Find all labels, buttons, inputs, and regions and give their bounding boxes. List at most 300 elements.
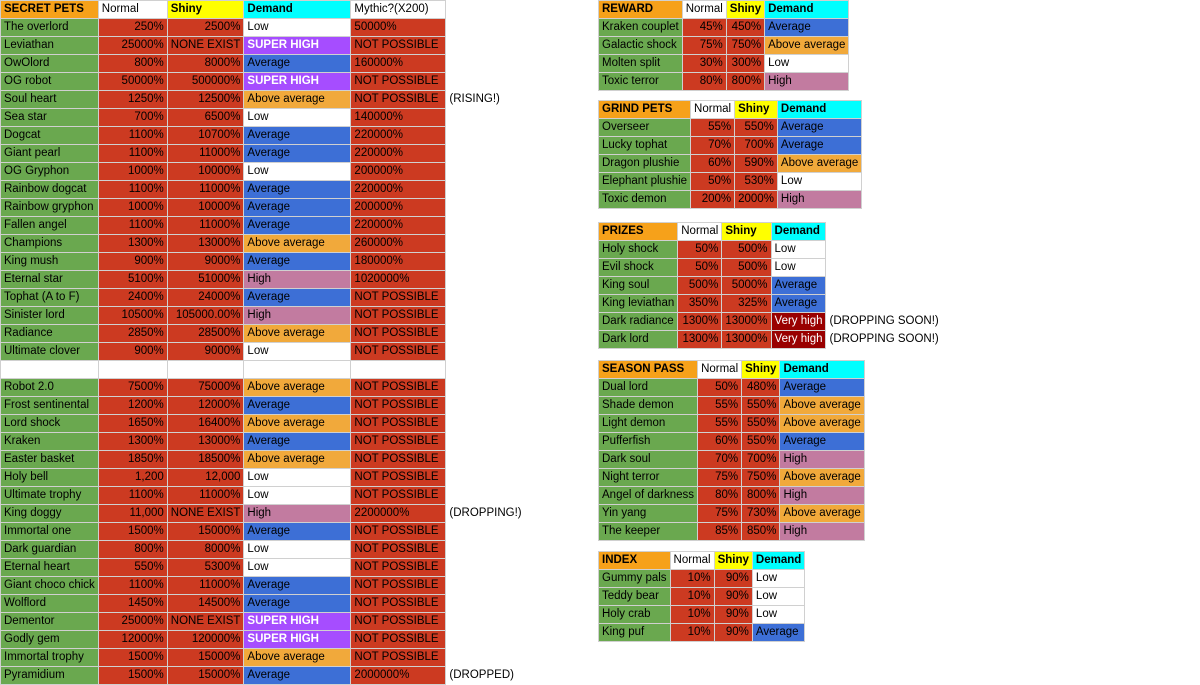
pet-normal-value[interactable]: 1000% [98,163,167,181]
pet-name[interactable]: Tophat (A to F) [1,289,99,307]
pet-name[interactable]: King leviathan [599,295,678,313]
pet-normal-value[interactable]: 1100% [98,487,167,505]
pet-mythic-value[interactable]: NOT POSSIBLE [351,91,446,109]
pet-normal-value[interactable]: 12000% [98,631,167,649]
pet-normal-value[interactable]: 900% [98,253,167,271]
pet-normal-value[interactable]: 1000% [98,199,167,217]
pet-shiny-value[interactable]: 550% [742,433,780,451]
pet-shiny-value[interactable]: 800% [726,73,764,91]
pet-name[interactable]: Soul heart [1,91,99,109]
pet-normal-value[interactable]: 25000% [98,37,167,55]
table-row[interactable] [1,631,545,649]
pet-shiny-value[interactable]: 10000% [167,163,244,181]
table-row[interactable] [1,649,545,667]
pet-demand-value[interactable]: Average [244,433,351,451]
pet-demand-value[interactable]: Above average [780,397,864,415]
pet-demand-value[interactable]: High [765,73,849,91]
pet-name[interactable]: Galactic shock [599,37,683,55]
table-row[interactable] [1,127,545,145]
pet-normal-value[interactable]: 1500% [98,667,167,685]
pet-name[interactable]: Overseer [599,119,691,137]
pet-demand-value[interactable]: Average [780,379,864,397]
table-row[interactable] [1,523,545,541]
pet-shiny-value[interactable]: 51000% [167,271,244,289]
table-row[interactable] [1,469,545,487]
pet-normal-value[interactable]: 1100% [98,127,167,145]
pet-demand-value[interactable]: Average [244,523,351,541]
pet-demand-value[interactable]: Average [777,119,861,137]
table-row[interactable] [599,624,805,642]
pet-shiny-value[interactable]: 700% [735,137,778,155]
pet-name[interactable]: Kraken couplet [599,19,683,37]
pet-shiny-value[interactable]: 105000.00% [167,307,244,325]
pet-normal-value[interactable]: 800% [98,55,167,73]
pet-shiny-value[interactable]: 75000% [167,379,244,397]
pet-mythic-value[interactable]: 50000% [351,19,446,37]
pet-demand-value[interactable]: Average [771,295,826,313]
pet-normal-value[interactable]: 550% [98,559,167,577]
pet-demand-value[interactable]: Low [244,343,351,361]
pet-shiny-value[interactable]: 14500% [167,595,244,613]
pet-demand-value[interactable]: Average [244,253,351,271]
pet-normal-value[interactable]: 1850% [98,451,167,469]
pet-normal-value[interactable]: 70% [698,451,742,469]
pet-demand-value[interactable]: Low [244,163,351,181]
pet-mythic-value[interactable]: 220000% [351,127,446,145]
pet-demand-value[interactable]: Average [771,277,826,295]
table-row[interactable] [599,379,865,397]
table-row[interactable] [1,397,545,415]
pet-shiny-value[interactable]: 16400% [167,415,244,433]
pet-demand-value[interactable]: Above average [244,91,351,109]
table-row[interactable] [599,295,943,313]
pet-mythic-value[interactable]: NOT POSSIBLE [351,433,446,451]
pet-mythic-value[interactable]: NOT POSSIBLE [351,595,446,613]
pet-shiny-value[interactable]: 18500% [167,451,244,469]
pet-normal-value[interactable]: 1450% [98,595,167,613]
pet-mythic-value[interactable]: 2000000% [351,667,446,685]
pet-demand-value[interactable]: Average [244,595,351,613]
table-row[interactable] [1,73,545,91]
pet-demand-value[interactable]: High [780,487,864,505]
table-row[interactable] [599,433,865,451]
pet-name[interactable]: Molten split [599,55,683,73]
pet-mythic-value[interactable]: 180000% [351,253,446,271]
pet-shiny-value[interactable]: 590% [735,155,778,173]
pet-normal-value[interactable]: 55% [698,397,742,415]
pet-normal-value[interactable]: 1250% [98,91,167,109]
pet-shiny-value[interactable]: 550% [742,415,780,433]
pet-shiny-value[interactable]: 24000% [167,289,244,307]
pet-mythic-value[interactable]: 160000% [351,55,446,73]
pet-shiny-value[interactable]: 750% [742,469,780,487]
table-row[interactable] [599,606,805,624]
pet-demand-value[interactable]: Average [765,19,849,37]
table-row[interactable] [1,559,545,577]
pet-normal-value[interactable]: 7500% [98,379,167,397]
pet-mythic-value[interactable]: 200000% [351,199,446,217]
pet-shiny-value[interactable]: 500% [722,241,771,259]
pet-mythic-value[interactable]: NOT POSSIBLE [351,415,446,433]
pet-shiny-value[interactable]: 12000% [167,397,244,415]
pet-name[interactable]: Dogcat [1,127,99,145]
table-row[interactable] [1,145,545,163]
pet-demand-value[interactable]: Average [244,577,351,595]
pet-mythic-value[interactable]: NOT POSSIBLE [351,37,446,55]
pet-demand-value[interactable]: Above average [244,415,351,433]
pet-shiny-value[interactable]: 750% [726,37,764,55]
pet-name[interactable]: Giant choco chick [1,577,99,595]
pet-mythic-value[interactable]: NOT POSSIBLE [351,451,446,469]
pet-mythic-value[interactable]: NOT POSSIBLE [351,541,446,559]
pet-name[interactable]: Dark lord [599,331,678,349]
pet-demand-value[interactable]: SUPER HIGH [244,37,351,55]
pet-demand-value[interactable]: Average [244,289,351,307]
pet-name[interactable]: Fallen angel [1,217,99,235]
pet-name[interactable]: Rainbow gryphon [1,199,99,217]
pet-shiny-value[interactable]: 850% [742,523,780,541]
pet-normal-value[interactable]: 55% [691,119,735,137]
pet-shiny-value[interactable]: 2500% [167,19,244,37]
table-row[interactable] [599,119,862,137]
pet-normal-value[interactable]: 2850% [98,325,167,343]
pet-name[interactable]: Lord shock [1,415,99,433]
table-row[interactable] [1,307,545,325]
pet-shiny-value[interactable]: 2000% [735,191,778,209]
pet-normal-value[interactable]: 10% [670,588,714,606]
pet-demand-value[interactable]: High [777,191,861,209]
pet-mythic-value[interactable]: NOT POSSIBLE [351,577,446,595]
pet-demand-value[interactable]: Low [244,109,351,127]
table-row[interactable] [599,397,865,415]
pet-normal-value[interactable]: 11,000 [98,505,167,523]
pet-shiny-value[interactable]: 9000% [167,343,244,361]
pet-name[interactable]: Evil shock [599,259,678,277]
pet-demand-value[interactable]: SUPER HIGH [244,613,351,631]
pet-name[interactable]: Leviathan [1,37,99,55]
pet-shiny-value[interactable]: 9000% [167,253,244,271]
pet-mythic-value[interactable]: 1020000% [351,271,446,289]
pet-name[interactable]: Pufferfish [599,433,698,451]
pet-mythic-value[interactable]: NOT POSSIBLE [351,379,446,397]
table-row[interactable] [599,415,865,433]
table-row[interactable] [1,91,545,109]
pet-normal-value[interactable]: 1,200 [98,469,167,487]
pet-normal-value[interactable]: 2400% [98,289,167,307]
pet-name[interactable]: Sea star [1,109,99,127]
pet-shiny-value[interactable]: 6500% [167,109,244,127]
pet-name[interactable]: Dark guardian [1,541,99,559]
pet-name[interactable]: Sinister lord [1,307,99,325]
table-row[interactable] [599,331,943,349]
pet-shiny-value[interactable]: 530% [735,173,778,191]
table-row[interactable] [599,469,865,487]
pet-normal-value[interactable]: 1500% [98,649,167,667]
pet-normal-value[interactable]: 1300% [98,235,167,253]
pet-normal-value[interactable]: 50% [678,241,722,259]
table-row[interactable] [1,433,545,451]
pet-normal-value[interactable]: 1300% [98,433,167,451]
pet-normal-value[interactable]: 10% [670,606,714,624]
pet-demand-value[interactable]: Low [244,487,351,505]
pet-shiny-value[interactable]: 12500% [167,91,244,109]
pet-demand-value[interactable]: High [780,451,864,469]
pet-name[interactable]: Eternal star [1,271,99,289]
pet-shiny-value[interactable]: 13000% [167,433,244,451]
pet-shiny-value[interactable]: 550% [742,397,780,415]
pet-name[interactable]: Night terror [599,469,698,487]
pet-normal-value[interactable]: 50% [698,379,742,397]
pet-normal-value[interactable]: 250% [98,19,167,37]
table-row[interactable] [1,379,545,397]
table-row[interactable] [1,109,545,127]
pet-normal-value[interactable]: 10% [670,570,714,588]
pet-normal-value[interactable]: 80% [698,487,742,505]
pet-name[interactable]: Giant pearl [1,145,99,163]
pet-shiny-value[interactable]: 5300% [167,559,244,577]
pet-demand-value[interactable]: Above average [780,469,864,487]
pet-name[interactable]: Rainbow dogcat [1,181,99,199]
table-row[interactable] [1,343,545,361]
table-row[interactable] [1,541,545,559]
table-row[interactable] [599,155,862,173]
table-row[interactable] [1,235,545,253]
pet-demand-value[interactable]: Above average [244,235,351,253]
pet-demand-value[interactable]: High [244,307,351,325]
pet-demand-value[interactable]: Above average [244,649,351,667]
pet-mythic-value[interactable]: NOT POSSIBLE [351,631,446,649]
pet-demand-value[interactable]: Low [244,19,351,37]
pet-name[interactable]: Holy bell [1,469,99,487]
pet-normal-value[interactable]: 700% [98,109,167,127]
pet-demand-value[interactable]: Average [244,667,351,685]
pet-normal-value[interactable]: 10% [670,624,714,642]
pet-normal-value[interactable]: 70% [691,137,735,155]
pet-name[interactable]: Immortal one [1,523,99,541]
table-row[interactable] [599,19,849,37]
pet-normal-value[interactable]: 30% [682,55,726,73]
pet-name[interactable]: Ultimate trophy [1,487,99,505]
pet-demand-value[interactable]: Above average [780,415,864,433]
pet-normal-value[interactable] [98,361,167,379]
table-row[interactable] [599,191,862,209]
table-row[interactable] [1,613,545,631]
pet-mythic-value[interactable]: NOT POSSIBLE [351,523,446,541]
pet-shiny-value[interactable]: 10000% [167,199,244,217]
pet-demand-value[interactable]: Above average [244,379,351,397]
pet-shiny-value[interactable]: 90% [714,624,752,642]
pet-mythic-value[interactable]: NOT POSSIBLE [351,73,446,91]
pet-name[interactable]: Elephant plushie [599,173,691,191]
pet-shiny-value[interactable]: 13000% [167,235,244,253]
pet-shiny-value[interactable]: 500% [722,259,771,277]
pet-shiny-value[interactable]: 325% [722,295,771,313]
pet-shiny-value[interactable]: 15000% [167,667,244,685]
table-row[interactable] [1,199,545,217]
pet-shiny-value[interactable]: 90% [714,606,752,624]
pet-demand-value[interactable]: Average [780,433,864,451]
pet-shiny-value[interactable]: 800% [742,487,780,505]
pet-shiny-value[interactable]: 550% [735,119,778,137]
pet-name[interactable]: OwOlord [1,55,99,73]
pet-demand-value[interactable]: Average [244,397,351,415]
pet-shiny-value[interactable]: 300% [726,55,764,73]
pet-shiny-value[interactable]: 450% [726,19,764,37]
table-row[interactable] [599,55,849,73]
pet-normal-value[interactable]: 1100% [98,217,167,235]
pet-name[interactable]: Radiance [1,325,99,343]
pet-name[interactable]: Gummy pals [599,570,671,588]
pet-demand-value[interactable]: Low [771,259,826,277]
table-row[interactable] [599,451,865,469]
table-row[interactable] [599,505,865,523]
pet-shiny-value[interactable]: 11000% [167,145,244,163]
pet-normal-value[interactable]: 75% [698,469,742,487]
pet-demand-value[interactable]: SUPER HIGH [244,631,351,649]
pet-normal-value[interactable]: 50% [678,259,722,277]
pet-mythic-value[interactable]: 2200000% [351,505,446,523]
pet-normal-value[interactable]: 350% [678,295,722,313]
pet-shiny-value[interactable]: 11000% [167,577,244,595]
pet-shiny-value[interactable]: 15000% [167,649,244,667]
pet-name[interactable]: King soul [599,277,678,295]
table-row[interactable] [599,570,805,588]
pet-normal-value[interactable]: 60% [691,155,735,173]
pet-mythic-value[interactable]: 260000% [351,235,446,253]
pet-name[interactable]: Kraken [1,433,99,451]
pet-demand-value[interactable]: Above average [765,37,849,55]
pet-name[interactable] [1,361,99,379]
pet-shiny-value[interactable]: NONE EXIST [167,37,244,55]
pet-shiny-value[interactable]: 8000% [167,541,244,559]
pet-demand-value[interactable]: Low [244,559,351,577]
pet-demand-value[interactable]: Low [765,55,849,73]
pet-normal-value[interactable]: 1300% [678,313,722,331]
pet-shiny-value[interactable]: 8000% [167,55,244,73]
pet-demand-value[interactable]: Low [752,606,804,624]
pet-normal-value[interactable]: 1500% [98,523,167,541]
pet-name[interactable]: Toxic demon [599,191,691,209]
pet-name[interactable]: Godly gem [1,631,99,649]
pet-normal-value[interactable]: 25000% [98,613,167,631]
pet-name[interactable]: Lucky tophat [599,137,691,155]
pet-name[interactable]: Light demon [599,415,698,433]
pet-mythic-value[interactable]: NOT POSSIBLE [351,307,446,325]
pet-shiny-value[interactable]: 120000% [167,631,244,649]
pet-mythic-value[interactable]: NOT POSSIBLE [351,559,446,577]
pet-name[interactable]: Angel of darkness [599,487,698,505]
table-row[interactable] [1,163,545,181]
table-row[interactable] [1,451,545,469]
table-row[interactable] [1,667,545,685]
table-row[interactable] [1,55,545,73]
pet-mythic-value[interactable]: NOT POSSIBLE [351,487,446,505]
pet-shiny-value[interactable]: 11000% [167,181,244,199]
table-row[interactable] [1,415,545,433]
pet-shiny-value[interactable]: 5000% [722,277,771,295]
pet-mythic-value[interactable]: NOT POSSIBLE [351,343,446,361]
pet-shiny-value[interactable]: 10700% [167,127,244,145]
table-row[interactable] [1,325,545,343]
pet-demand-value[interactable]: Above average [777,155,861,173]
pet-shiny-value[interactable]: 730% [742,505,780,523]
pet-demand-value[interactable]: Very high [771,313,826,331]
table-row[interactable] [1,289,545,307]
pet-demand-value[interactable]: Above average [244,325,351,343]
pet-mythic-value[interactable]: 220000% [351,217,446,235]
pet-shiny-value[interactable]: 90% [714,588,752,606]
pet-normal-value[interactable]: 80% [682,73,726,91]
pet-normal-value[interactable]: 800% [98,541,167,559]
pet-shiny-value[interactable]: 28500% [167,325,244,343]
pet-name[interactable]: Dragon plushie [599,155,691,173]
pet-name[interactable]: Pyramidium [1,667,99,685]
pet-demand-value[interactable] [244,361,351,379]
pet-normal-value[interactable]: 55% [698,415,742,433]
pet-normal-value[interactable]: 1200% [98,397,167,415]
pet-normal-value[interactable]: 85% [698,523,742,541]
table-row[interactable] [599,259,943,277]
pet-name[interactable]: Holy crab [599,606,671,624]
table-row[interactable] [599,523,865,541]
pet-name[interactable]: Immortal trophy [1,649,99,667]
pet-demand-value[interactable]: Low [777,173,861,191]
pet-demand-value[interactable]: Low [752,570,804,588]
table-row[interactable] [599,173,862,191]
pet-shiny-value[interactable]: 13000% [722,313,771,331]
pet-demand-value[interactable]: Above average [244,451,351,469]
pet-normal-value[interactable]: 45% [682,19,726,37]
pet-shiny-value[interactable] [167,361,244,379]
pet-normal-value[interactable]: 10500% [98,307,167,325]
pet-normal-value[interactable]: 200% [691,191,735,209]
pet-demand-value[interactable]: SUPER HIGH [244,73,351,91]
table-row[interactable] [1,505,545,523]
pet-name[interactable]: Dementor [1,613,99,631]
table-row[interactable] [599,588,805,606]
pet-name[interactable]: Ultimate clover [1,343,99,361]
pet-name[interactable]: Wolflord [1,595,99,613]
pet-name[interactable]: Dark soul [599,451,698,469]
pet-name[interactable]: Easter basket [1,451,99,469]
pet-mythic-value[interactable]: NOT POSSIBLE [351,649,446,667]
table-row[interactable] [1,271,545,289]
pet-name[interactable]: Eternal heart [1,559,99,577]
pet-demand-value[interactable]: Above average [780,505,864,523]
pet-shiny-value[interactable]: NONE EXIST [167,613,244,631]
pet-name[interactable]: Shade demon [599,397,698,415]
pet-shiny-value[interactable]: 500000% [167,73,244,91]
pet-shiny-value[interactable]: 90% [714,570,752,588]
pet-demand-value[interactable]: Average [244,55,351,73]
pet-mythic-value[interactable]: NOT POSSIBLE [351,613,446,631]
pet-mythic-value[interactable]: 140000% [351,109,446,127]
table-row[interactable] [1,217,545,235]
table-row[interactable] [1,577,545,595]
pet-demand-value[interactable]: High [244,505,351,523]
pet-normal-value[interactable]: 1100% [98,145,167,163]
pet-mythic-value[interactable]: 200000% [351,163,446,181]
pet-normal-value[interactable]: 1300% [678,331,722,349]
pet-demand-value[interactable]: Low [244,541,351,559]
pet-demand-value[interactable]: Low [244,469,351,487]
pet-mythic-value[interactable]: 220000% [351,181,446,199]
pet-normal-value[interactable]: 1100% [98,181,167,199]
pet-demand-value[interactable]: Average [244,145,351,163]
pet-normal-value[interactable]: 900% [98,343,167,361]
pet-mythic-value[interactable]: NOT POSSIBLE [351,325,446,343]
pet-name[interactable]: King puf [599,624,671,642]
